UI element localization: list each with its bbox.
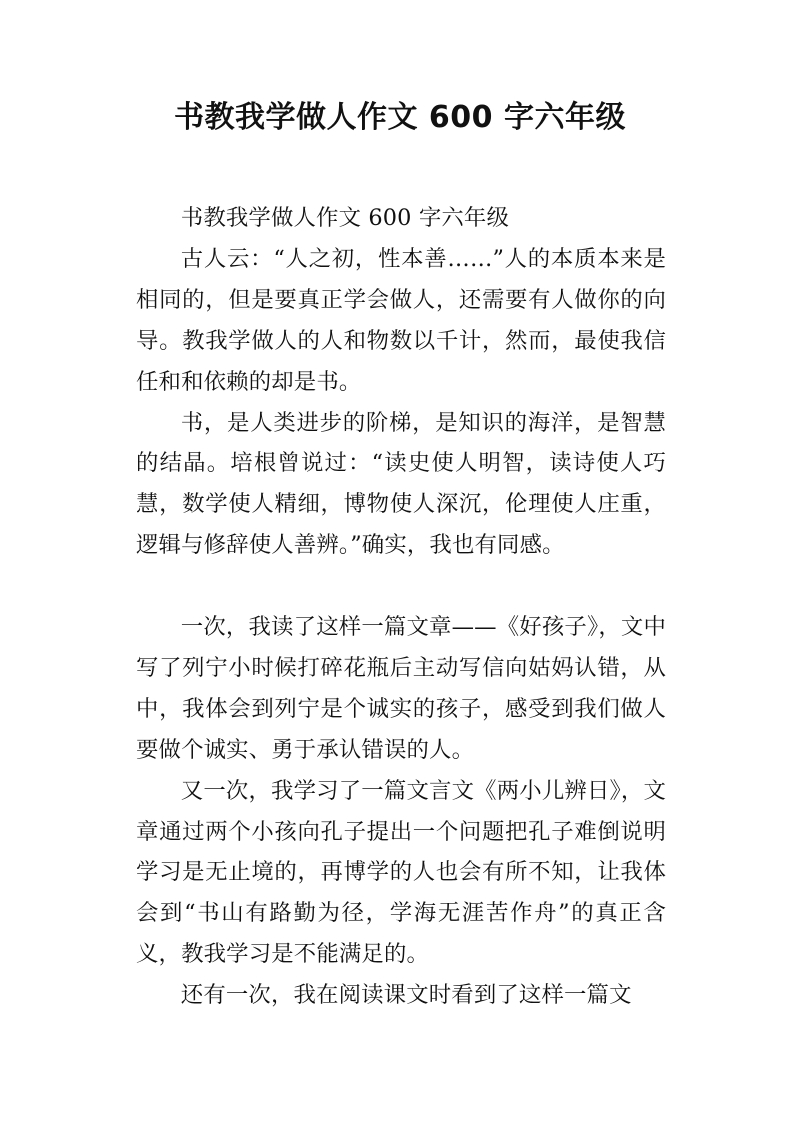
paragraph: 一次，我读了这样一篇文章——《好孩子》，文中写了列宁小时候打碎花瓶后主动写信向姑妈认错，从中，我体会到列宁是个诚实的孩子，感受到我们做人要做个诚实、勇于承认错误的人。 bbox=[136, 614, 666, 763]
article-body bbox=[136, 198, 666, 1016]
paragraph: 又一次，我学习了一篇文言文《两小儿辨日》，文章通过两个小孩向孔子提出一个问题把孔子难倒说明学习是无止境的，再博学的人也会有所不知，让我体会到“书山有路勤为径，学海无涯苦作舟”的真正含义，教我学习是不能满足的。 bbox=[136, 777, 666, 968]
paragraph: 古人云：“人之初，性本善……”人的本质本来是相同的，但是要真正学会做人，还需要有人做你的向导。教我学做人的人和物数以千计，然而，最使我信任和和依赖的却是书。 bbox=[136, 245, 666, 395]
paragraph: 还有一次，我在阅读课文时看到了这样一篇文 bbox=[180, 982, 632, 1009]
paragraph: 书，是人类进步的阶梯，是知识的海洋，是智慧的结晶。培根曾说过：“读史使人明智，读诗使人巧慧，数学使人精细，博物使人深沉，伦理使人庄重，逻辑与修辞使人善辨。”确实，我也有同感。 bbox=[136, 409, 666, 559]
paragraph-heading: 书教我学做人作文 600 字六年级 bbox=[180, 205, 510, 231]
page-title: 书教我学做人作文 600 字六年级 bbox=[173, 100, 626, 135]
